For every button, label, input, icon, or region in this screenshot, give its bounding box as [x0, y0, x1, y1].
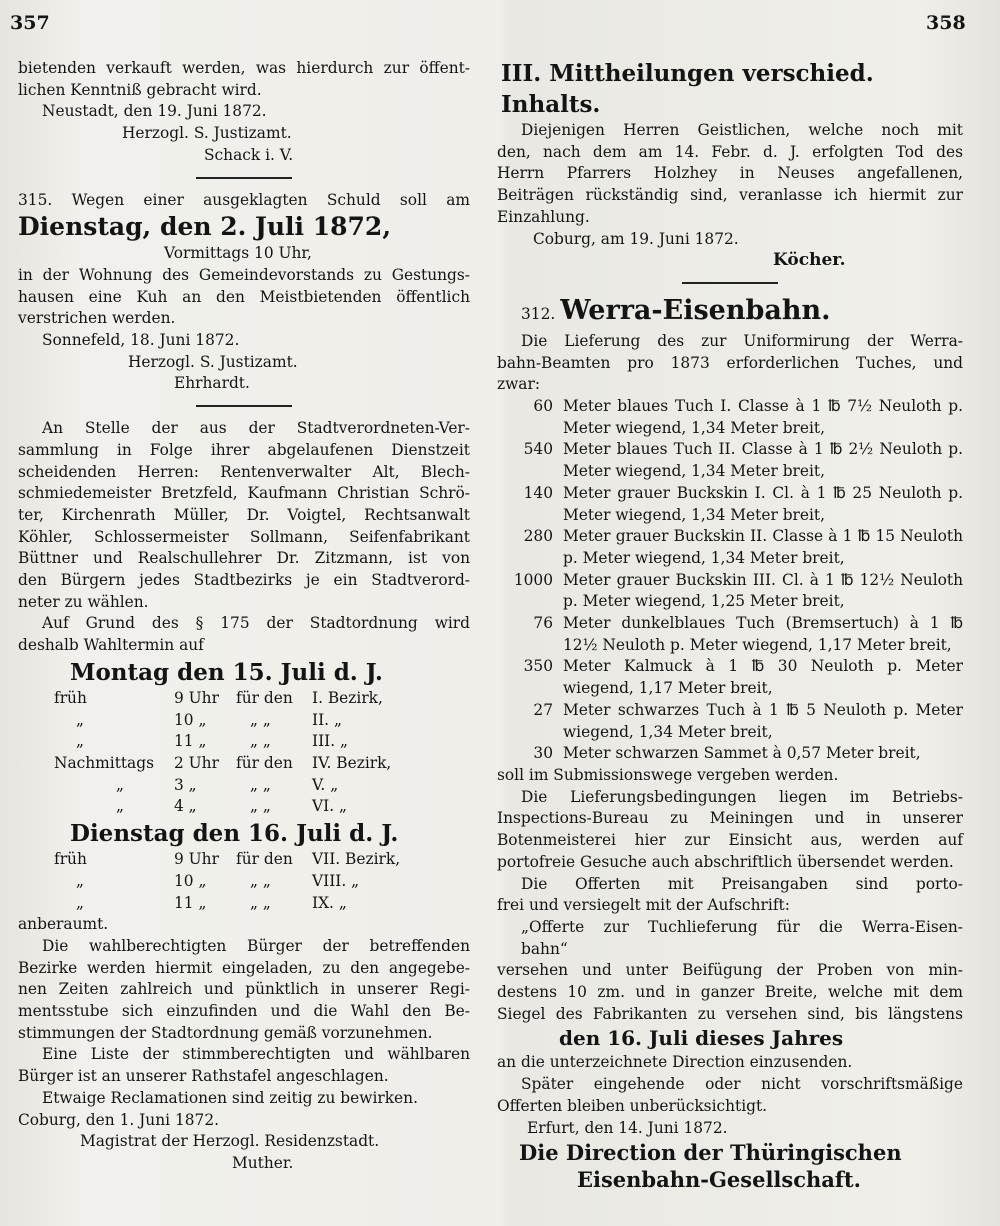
signature-line-1: Die Direction der Thüringischen — [519, 1140, 902, 1166]
text-line: ter, Kirchenrath Müller, Dr. Voigtel, Rechtsanwalt — [18, 505, 470, 524]
text-line: Die Lieferungsbedingungen liegen im Betriebs- — [521, 787, 963, 806]
separator-rule — [196, 177, 292, 179]
text-line: neter zu wählen. — [18, 592, 149, 611]
item-text: Meter schwarzes Tuch à 1 ℔ 5 Neuloth p. Meter wiegend, 1,34 Meter breit, — [563, 700, 963, 741]
schedule-cell: „ „ — [250, 871, 271, 890]
text-line: Einzahlung. — [497, 207, 590, 226]
schedule-cell: 9 Uhr — [174, 850, 219, 869]
text-line: lichen Kenntniß gebracht wird. — [18, 80, 262, 99]
schedule-cell: V. „ — [312, 775, 339, 794]
signature: Köcher. — [773, 250, 846, 271]
text-line: versehen und unter Beifügung der Proben von min- — [497, 961, 963, 980]
schedule-cell: „ „ — [250, 710, 271, 729]
office-name: Herzogl. S. Justizamt. — [128, 352, 298, 371]
text-line: Inspections-Bureau zu Meiningen und in unserer — [497, 809, 963, 828]
schedule-row — [18, 796, 391, 818]
table-row — [497, 439, 963, 482]
text-line: deshalb Wahltermin auf — [18, 636, 204, 655]
schedule-day-2 — [18, 849, 400, 914]
schedule-cell: „ — [116, 775, 124, 794]
place-date: Sonnefeld, 18. Juni 1872. — [42, 331, 240, 350]
table-row — [497, 613, 963, 656]
item-text: Meter blaues Tuch I. Classe à 1 ℔ 7½ Neuloth p. Meter wiegend, 1,34 Meter breit, — [563, 397, 963, 437]
text-line: Offerten bleiben unberücksichtigt. — [497, 1096, 768, 1115]
schedule-cell: für den — [236, 753, 293, 772]
separator-rule — [196, 405, 292, 407]
text-line: Auf Grund des § 175 der Stadtordnung wird — [42, 614, 470, 633]
schedule-row — [18, 775, 391, 797]
text-line: Später eingehende oder nicht vorschriftsmäßige — [521, 1075, 963, 1094]
schedule-cell: „ „ — [250, 797, 271, 816]
schedule-row — [18, 710, 391, 732]
text-line: anberaumt. — [18, 915, 109, 934]
table-row — [497, 570, 963, 613]
schedule-cell: VII. Bezirk, — [312, 850, 401, 869]
schedule-row — [18, 893, 400, 915]
schedule-cell: früh — [54, 688, 87, 707]
text-line: an die unterzeichnete Direction einzusenden. — [497, 1053, 853, 1072]
place-date: Coburg, den 1. Juni 1872. — [18, 1110, 220, 1129]
item-qty: 76 — [533, 614, 553, 633]
text-line: Die Offerten mit Preisangaben sind porto- — [521, 874, 963, 893]
item-qty: 60 — [533, 397, 553, 416]
notice-312 — [497, 295, 963, 1193]
schedule-cell: „ — [116, 797, 124, 816]
table-row — [497, 656, 963, 699]
item-text: Meter dunkelblaues Tuch (Bremsertuch) à 1 ℔ 12½ Neuloth p. Meter wiegend, 1,17 Meter breit, — [563, 614, 963, 654]
item-text: Meter schwarzen Sammet à 0,57 Meter breit, — [563, 744, 921, 763]
table-row — [497, 396, 963, 439]
text-line: Büttner und Realschullehrer Dr. Zitzmann, ist von — [18, 549, 470, 568]
schedule-cell: 9 Uhr — [174, 688, 219, 707]
text-line: Köhler, Schlossermeister Sollmann, Seifenfabrikant — [18, 527, 470, 546]
schedule-row — [18, 688, 391, 710]
schedule-cell: „ „ — [250, 775, 271, 794]
schedule-cell: „ „ — [250, 732, 271, 751]
item-qty: 350 — [523, 657, 553, 676]
schedule-cell: „ — [76, 710, 84, 729]
text-line: Botenmeisterei hier zur Einsicht aus, werden auf — [497, 831, 963, 850]
text-line: soll im Submissionswege vergeben werden. — [497, 765, 839, 784]
schedule-cell: I. Bezirk, — [312, 688, 383, 707]
table-row — [497, 700, 963, 743]
table-row — [497, 526, 963, 569]
section-title: III. Mittheilungen verschied. Inhalts. — [501, 60, 874, 118]
schedule-row — [18, 849, 400, 871]
office-name: Magistrat der Herzogl. Residenzstadt. — [80, 1132, 380, 1151]
page-number-left: 357 — [10, 12, 50, 34]
item-qty: 140 — [523, 483, 553, 502]
right-column — [497, 58, 963, 1193]
schedule-cell: 10 „ — [174, 710, 207, 729]
schedule-cell: IX. „ — [312, 893, 347, 912]
text-line: destens 10 zm. und in ganzer Breite, welche mit dem — [497, 983, 963, 1002]
text-line: den Bürgern jedes Stadtbezirks je ein Stadtverord- — [18, 571, 470, 590]
item-qty: 1000 — [513, 570, 553, 589]
page-number-right: 358 — [926, 12, 966, 34]
text-line: Bezirke werden hiermit eingeladen, zu den angegebe- — [18, 958, 470, 977]
signature: Ehrhardt. — [174, 374, 250, 393]
signature: Schack i. V. — [204, 145, 294, 164]
schedule-cell: 3 „ — [174, 775, 197, 794]
auction-time: Vormittags 10 Uhr, — [164, 244, 312, 263]
item-text: Meter grauer Buckskin II. Classe à 1 ℔ 15 Neuloth p. Meter wiegend, 1,34 Meter breit, — [563, 527, 963, 567]
text-line: portofreie Gesuche auch abschriftlich übersendet werden. — [497, 852, 954, 871]
separator-rule — [682, 282, 778, 284]
notice-neustadt — [18, 58, 470, 167]
schedule-cell: III. „ — [312, 732, 348, 751]
schedule-cell: „ „ — [250, 893, 271, 912]
text-line: scheidenden Herren: Rentenverwalter Alt, Blech- — [18, 462, 470, 481]
schedule-cell: II. „ — [312, 710, 342, 729]
text-line: sammlung in Folge ihrer abgelaufenen Dienstzeit — [18, 440, 470, 459]
item-text: Meter grauer Buckskin III. Cl. à 1 ℔ 12½ Neuloth p. Meter wiegend, 1,25 Meter breit, — [563, 570, 963, 611]
text-line: bietenden verkauft werden, was hierdurch zur öffent- — [18, 59, 470, 77]
schedule-row — [18, 871, 400, 893]
text-line: An Stelle der aus der Stadtverordneten-Ver- — [42, 419, 470, 438]
schedule-cell: „ — [76, 871, 84, 890]
schedule-cell: 2 Uhr — [174, 753, 219, 772]
text-line: Die Lieferung des zur Uniformirung der Werra- — [521, 331, 963, 350]
item-qty: 280 — [523, 527, 553, 546]
text-line: Die wahlberechtigten Bürger der betreffenden — [42, 936, 470, 955]
text-line: schmiedemeister Bretzfeld, Kaufmann Christian Schrö- — [18, 484, 470, 503]
schedule-cell: VIII. „ — [312, 871, 360, 890]
auction-date: Dienstag, den 2. Juli 1872, — [18, 212, 392, 242]
schedule-cell: 4 „ — [174, 797, 197, 816]
schedule-cell: 11 „ — [174, 893, 207, 912]
schedule-cell: für den — [236, 688, 293, 707]
table-row — [497, 483, 963, 526]
text-line: Eine Liste der stimmberechtigten und wählbaren — [42, 1045, 470, 1064]
text-line: frei und versiegelt mit der Aufschrift: — [497, 896, 790, 915]
schedule-cell: VI. „ — [312, 797, 347, 816]
schedule-cell: „ — [76, 732, 84, 751]
schedule-row — [18, 753, 391, 775]
schedule-cell: IV. Bezirk, — [312, 753, 392, 772]
item-qty: 27 — [533, 700, 553, 719]
deadline: den 16. Juli dieses Jahres — [559, 1026, 844, 1051]
schedule-cell: 11 „ — [174, 732, 207, 751]
table-row — [497, 743, 963, 765]
place-date: Coburg, am 19. Juni 1872. — [533, 229, 739, 248]
signature-line-2: Eisenbahn-Gesellschaft. — [577, 1167, 861, 1193]
notice-number: 315. — [18, 190, 53, 209]
schedule-cell: „ — [76, 893, 84, 912]
schedule-cell: Nachmittags — [54, 753, 154, 772]
item-qty: 540 — [523, 440, 553, 459]
election-day-2: Dienstag den 16. Juli d. J. — [70, 820, 399, 848]
text-line: Diejenigen Herren Geistlichen, welche noch mit — [521, 121, 963, 139]
text-line: mentsstube sich einzufinden und die Wahl den Be- — [18, 1002, 470, 1021]
text-line: Bürger ist an unserer Rathstafel angeschlagen. — [18, 1067, 389, 1086]
text-line: zwar: — [497, 375, 541, 394]
signature: Muther. — [232, 1153, 294, 1172]
text-line: nen Zeiten zahlreich und pünktlich in unserer Regi- — [18, 980, 470, 999]
schedule-row — [18, 731, 391, 753]
schedule-cell: für den — [236, 850, 293, 869]
notice-election — [18, 418, 470, 1175]
text-line: „Offerte zur Tuchlieferung für die Werra-Eisen- — [521, 917, 963, 936]
text-line: stimmungen der Stadtordnung gemäß vorzunehmen. — [18, 1023, 433, 1042]
schedule-day-1 — [18, 688, 391, 818]
item-text: Meter blaues Tuch II. Classe à 1 ℔ 2½ Neuloth p. Meter wiegend, 1,34 Meter breit, — [563, 440, 963, 481]
cloth-items-table — [497, 396, 963, 765]
item-qty: 30 — [533, 744, 553, 763]
notice-315 — [18, 190, 470, 396]
notice-clergy — [497, 120, 963, 272]
text-line: Beiträgen rückständig sind, veranlasse ich hiermit zur — [497, 186, 963, 205]
text-line: Etwaige Reclamationen sind zeitig zu bewirken. — [42, 1088, 418, 1107]
left-column — [18, 58, 470, 1175]
text-line: verstrichen werden. — [18, 309, 176, 328]
text-line: in der Wohnung des Gemeindevorstands zu Gestungs- — [18, 265, 470, 284]
notice-title: Werra-Eisenbahn. — [560, 294, 831, 326]
text-line: Siegel des Fabrikanten zu versehen sind, bis längstens — [497, 1004, 963, 1023]
text-line: Wegen einer ausgeklagten Schuld soll am — [71, 190, 470, 209]
schedule-cell: 10 „ — [174, 871, 207, 890]
item-text: Meter grauer Buckskin I. Cl. à 1 ℔ 25 Neuloth p. Meter wiegend, 1,34 Meter breit, — [563, 483, 963, 524]
text-line: den, nach dem am 14. Febr. d. J. erfolgten Tod des — [497, 142, 963, 161]
schedule-cell: früh — [54, 850, 87, 869]
election-day-1: Montag den 15. Juli d. J. — [70, 658, 383, 686]
text-line: Herrn Pfarrers Holzhey in Neuses angefallenen, — [497, 164, 963, 183]
text-line: hausen eine Kuh an den Meistbietenden öffentlich — [18, 287, 470, 306]
place-date: Neustadt, den 19. Juni 1872. — [42, 102, 267, 121]
office-name: Herzogl. S. Justizamt. — [122, 124, 292, 143]
notice-number: 312. — [521, 304, 556, 323]
item-text: Meter Kalmuck à 1 ℔ 30 Neuloth p. Meter wiegend, 1,17 Meter breit, — [563, 657, 963, 698]
text-line: bahn-Beamten pro 1873 erforderlichen Tuches, und — [497, 353, 963, 372]
place-date: Erfurt, den 14. Juni 1872. — [527, 1118, 728, 1137]
text-line: bahn“ — [521, 939, 568, 958]
